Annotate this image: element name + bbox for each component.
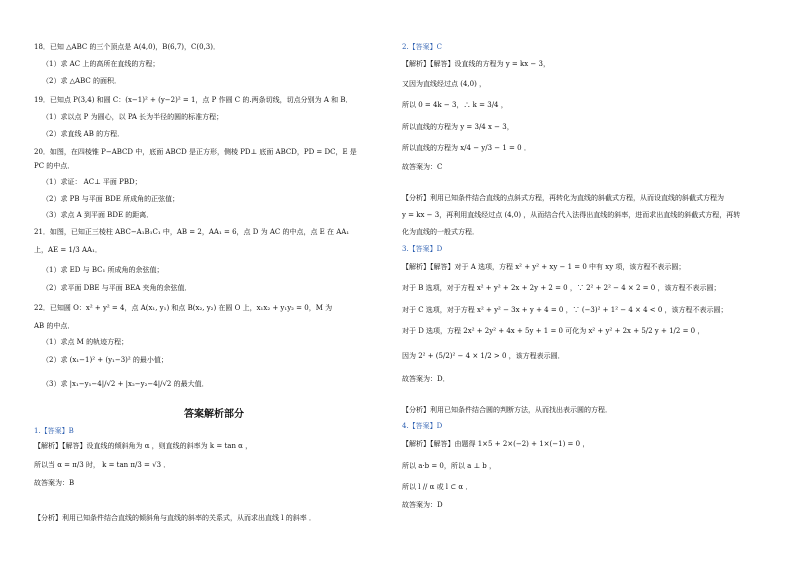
question-22-part-3: （3）求 |x₁−y₁−4|/√2 + |x₂−y₂−4|/√2 的最大值． [42,380,209,388]
answer-2-heading: 2.【答案】C [402,43,443,51]
answer-2-line-5: 所以直线的方程为 x/4 − y/3 − 1 = 0 ． [402,144,531,152]
question-19: 19．已知点 P(3,4) 和圆 C：(x−1)² + (y−2)² = 1，点 P 作圆 C 的.两条切线，切点分别为 A 和 B． [34,96,353,104]
section-title: 答案解析部分 [184,409,244,420]
question-21: 21．如图，已知正三棱柱 ABC−A₁B₁C₁ 中，AB = 2，AA₁ = 6，点 D 为 AC 的中点，点 E 在 AA₁ [34,228,350,236]
question-22-part-1: （1）求点 M 的轨迹方程； [42,338,129,346]
answer-3-analysis: 【分析】利用已知条件结合圆的判断方法，从而找出表示圆的方程． [402,406,612,414]
question-19-part-2: （2）求直线 AB 的方程． [42,130,125,138]
answer-2-line-3: 所以 0 = 4k − 3，∴ k = 3/4 ， [402,101,508,109]
answer-2-analysis-1: 【分析】利用已知条件结合直线的点斜式方程，再转化为直线的斜截式方程，从而设直线的斜截式方程为 [402,194,724,202]
question-22: 22．已知圆 O：x² + y² = 4，点 A(x₁, y₁) 和点 B(x₂, y₂) 在圆 O 上，x₁x₂ + y₁y₂ = 0，M 为 [34,304,333,312]
question-18: 18．已知 △ABC 的三个顶点是 A(4,0)，B(6,7)，C(0,3)． [34,43,220,51]
answer-1-line-1: 【解析】【解答】设直线的倾斜角为 α ，则直线的斜率为 k = tan α ， [34,442,253,450]
answer-3-line-1: 【解析】【解答】对于 A 选项，方程 x² + y² + xy − 1 = 0 中有 xy 项，该方程不表示圆； [402,263,686,271]
answer-4-line-1: 【解析】【解答】由题得 1×5 + 2×(−2) + 1×(−1) = 0 ， [402,440,590,448]
answer-1-line-3: 故答案为：B [34,479,75,487]
question-20-part-2: （2）求 PB 与平面 BDE 所成角的正弦值； [42,195,180,203]
answer-1-line-2: 所以当 α = π/3 时， k = tan π/3 = √3 ． [34,461,171,469]
answer-1-heading: 1.【答案】B [34,427,74,435]
answer-4-line-2: 所以 a·b = 0，所以 a ⊥ b ， [402,462,497,470]
answer-2-line-2: 又因为直线经过点 (4,0) ， [402,80,487,88]
answer-3-line-3: 对于 C 选项，对于方程 x² + y² − 3x + y + 4 = 0 ，∵ (−3)² + 1² − 4 × 4 < 0 ，该方程不表示圆； [402,306,728,314]
answer-1-analysis: 【分析】利用已知条件结合直线的倾斜角与直线的斜率的关系式，从而求出直线 l 的斜率 ． [34,514,316,522]
question-21-part-1: （1）求 ED 与 BC₁ 所成角的余弦值； [42,266,164,274]
answer-3-line-5: 因为 2² + (5/2)² − 4 × 1/2 > 0 ，该方程表示圆． [402,352,565,360]
question-20-part-1: （1）求证： AC⊥ 平面 PBD； [42,178,142,186]
question-20-cont: PC 的中点． [34,162,75,170]
question-20: 20．如图，在四棱锥 P−ABCD 中，底面 ABCD 是正方形，侧棱 PD⊥ 底面 ABCD，PD = DC，E 是 [34,148,357,156]
answer-2-line-4: 所以直线的方程为 y = 3/4 x − 3， [402,123,514,131]
question-22-cont: AB 的中点． [34,322,75,330]
answer-2-analysis-3: 化为直线的一般式方程． [402,228,479,236]
answer-4-heading: 4.【答案】D [402,422,443,430]
answer-2-analysis-2: y = kx − 3，再利用直线经过点 (4,0) ，从而结合代入法得出直线的斜率，进而求出直线的斜截式方程，再转 [402,211,741,219]
answer-4-line-3: 所以 l // α 或 l ⊂ α ． [402,483,473,491]
question-18-part-1: （1）求 AC 上的高所在直线的方程； [42,60,160,68]
question-22-part-2: （2）求 (x₁−1)² + (y₁−3)² 的最小值； [42,356,168,364]
answer-3-line-6: 故答案为：D． [402,375,450,383]
answer-3-line-4: 对于 D 选项，方程 2x² + 2y² + 4x + 5y + 1 = 0 可化为 x² + y² + 2x + 5/2 y + 1/2 = 0 ， [402,327,705,335]
answer-2-line-6: 故答案为：C [402,163,443,171]
question-21-cont: 上，AE = 1/3 AA₁． [34,246,102,254]
question-18-part-2: （2）求 △ABC 的面积． [42,77,121,85]
answer-3-heading: 3.【答案】D [402,245,443,253]
answer-2-line-1: 【解析】【解答】设直线的方程为 y = kx − 3， [402,60,550,68]
answer-3-line-2: 对于 B 选项，对于方程 x² + y² + 2x + 2y + 2 = 0 ，∵ 2² + 2² − 4 × 2 = 0 ，该方程不表示圆； [402,284,721,292]
question-20-part-3: （3）求点 A 到平面 BDE 的距离． [42,211,154,219]
question-21-part-2: （2）求平面 DBE 与平面 BEA 夹角的余弦值． [42,284,192,292]
question-19-part-1: （1）求以点 P 为圆心，以 PA 长为半径的圆的标准方程； [42,113,224,121]
answer-4-line-4: 故答案为：D [402,501,443,509]
